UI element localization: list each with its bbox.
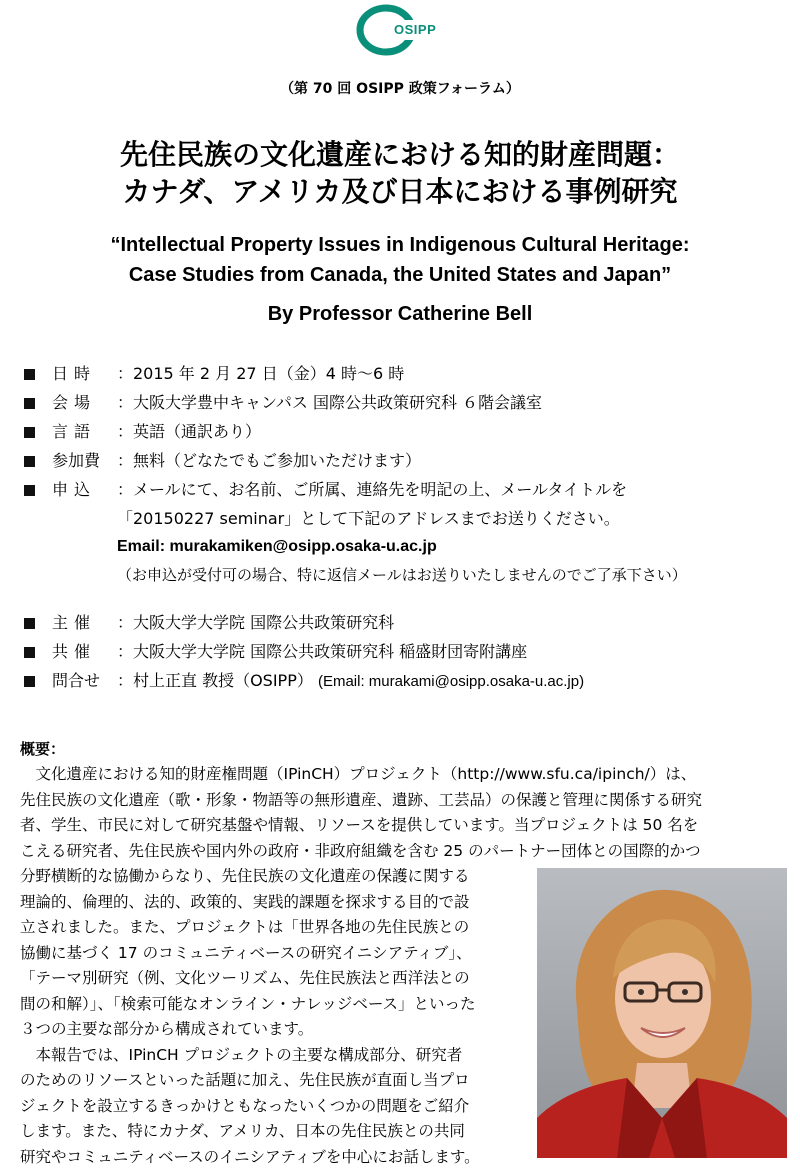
title-jp-line-2: カナダ、アメリカ及び日本における事例研究 (0, 173, 800, 210)
text-line: 理論的、倫理的、法的、政策的、実践的課題を探求する目的で設 (20, 890, 535, 916)
info-value: ：大阪大学大学院 国際公共政策研究科 稲盛財団寄附講座 (117, 640, 527, 664)
info-row-apply (24, 478, 784, 507)
contact-person: ：村上正直 教授（OSIPP） (117, 671, 313, 690)
spacer (24, 591, 784, 611)
info-label: 申込 (52, 478, 96, 502)
text-line: こえる研究者、先住民族や国内外の政府・非政府組織を含む 25 のパートナー団体との国際的かつ (20, 839, 790, 865)
speaker-portrait-image (537, 868, 787, 1158)
info-row-language (24, 420, 784, 449)
forum-subtitle: （第 70 回 OSIPP 政策フォーラム） (0, 78, 800, 98)
text-line: ジェクトを設立するきっかけともなったいくつかの問題をご紹介 (20, 1094, 535, 1120)
info-apply-note-row (24, 563, 784, 591)
overview-paragraph-narrow (20, 864, 535, 1170)
square-bullet-icon (24, 369, 35, 380)
info-value: ：大阪大学大学院 国際公共政策研究科 (117, 611, 394, 635)
info-label: 主催 (52, 611, 96, 635)
square-bullet-icon (24, 398, 35, 409)
text-line: 分野横断的な協働からなり、先住民族の文化遺産の保護に関する (20, 864, 535, 890)
text-line: 研究やコミュニティベースのイニシアティブを中心にお話します。 (20, 1145, 535, 1170)
title-en-line-1: “Intellectual Property Issues in Indigenous Cultural Heritage: (0, 230, 800, 260)
square-bullet-icon (24, 485, 35, 496)
info-apply-email-row (24, 535, 784, 563)
info-label: 共催 (52, 640, 96, 664)
text-line: 者、学生、市民に対して研究基盤や情報、リソースを提供しています。当プロジェクトは 50 名を (20, 813, 790, 839)
info-row-venue (24, 391, 784, 420)
info-row-date (24, 362, 784, 391)
title-japanese (0, 136, 800, 210)
apply-email[interactable]: Email: murakamiken@osipp.osaka-u.ac.jp (117, 535, 437, 559)
info-row-cohost (24, 640, 784, 669)
info-value: ：メールにて、お名前、ご所属、連絡先を明記の上、メールタイトルを (117, 478, 627, 502)
square-bullet-icon (24, 647, 35, 658)
title-english (0, 230, 800, 290)
square-bullet-icon (24, 676, 35, 687)
info-value: ：英語（通訳あり） (117, 420, 261, 444)
overview-paragraph-full (20, 762, 790, 864)
info-value: ：2015 年 2 月 27 日（金）4 時～6 時 (117, 362, 404, 386)
text-line: 間の和解）」、「検索可能なオンライン・ナレッジベース」といった (20, 992, 535, 1018)
info-value (117, 669, 584, 694)
info-row-host (24, 611, 784, 640)
square-bullet-icon (24, 456, 35, 467)
text-line: 立されました。また、プロジェクトは「世界各地の先住民族との (20, 915, 535, 941)
text-line: 先住民族の文化遺産（歌・形象・物語等の無形遺産、遺跡、工芸品）の保護と管理に関係する研究 (20, 788, 790, 814)
text-line: 「テーマ別研究（例、文化ツーリズム、先住民族法と西洋法との (20, 966, 535, 992)
author-line: By Professor Catherine Bell (0, 303, 800, 326)
info-label: 参加費 (52, 449, 100, 473)
contact-email[interactable]: (Email: murakami@osipp.osaka-u.ac.jp) (318, 673, 584, 690)
text-line: のためのリソースといった話題に加え、先住民族が直面し当プロ (20, 1068, 535, 1094)
apply-note: （お申込が受付可の場合、特に返信メールはお送りいたしませんのでご了承下さい） (117, 563, 687, 587)
info-label: 問合せ (52, 669, 100, 693)
info-label: 会場 (52, 391, 96, 415)
info-row-fee (24, 449, 784, 478)
square-bullet-icon (24, 618, 35, 629)
info-apply-continuation (24, 507, 784, 535)
info-value: 「20150227 seminar」として下記のアドレスまでお送りください。 (117, 507, 620, 531)
square-bullet-icon (24, 427, 35, 438)
title-en-line-2: Case Studies from Canada, the United States and Japan” (0, 260, 800, 290)
text-line: 協働に基づく 17 のコミュニティベースの研究イニシアティブ」、 (20, 941, 535, 967)
info-value: ：大阪大学豊中キャンパス 国際公共政策研究科 ６階会議室 (117, 391, 542, 415)
logo-text: OSIPP (394, 22, 436, 37)
text-line: します。また、特にカナダ、アメリカ、日本の先住民族との共同 (20, 1119, 535, 1145)
text-line: 文化遺産における知的財産権問題（IPinCH）プロジェクト（http://www.sfu.ca/ipinch/）は、 (20, 762, 790, 788)
info-row-contact (24, 669, 784, 698)
info-label: 言語 (52, 420, 96, 444)
text-line: 本報告では、IPinCH プロジェクトの主要な構成部分、研究者 (20, 1043, 535, 1069)
info-value: ：無料（どなたでもご参加いただけます） (117, 449, 421, 473)
title-jp-line-1: 先住民族の文化遺産における知的財産問題： (0, 136, 800, 173)
text-line: ３つの主要な部分から構成されています。 (20, 1017, 535, 1043)
osipp-logo (356, 2, 452, 58)
speaker-photo (537, 868, 787, 1158)
info-label: 日時 (52, 362, 96, 386)
overview-heading: 概要： (20, 738, 65, 759)
event-info-list (24, 362, 784, 698)
